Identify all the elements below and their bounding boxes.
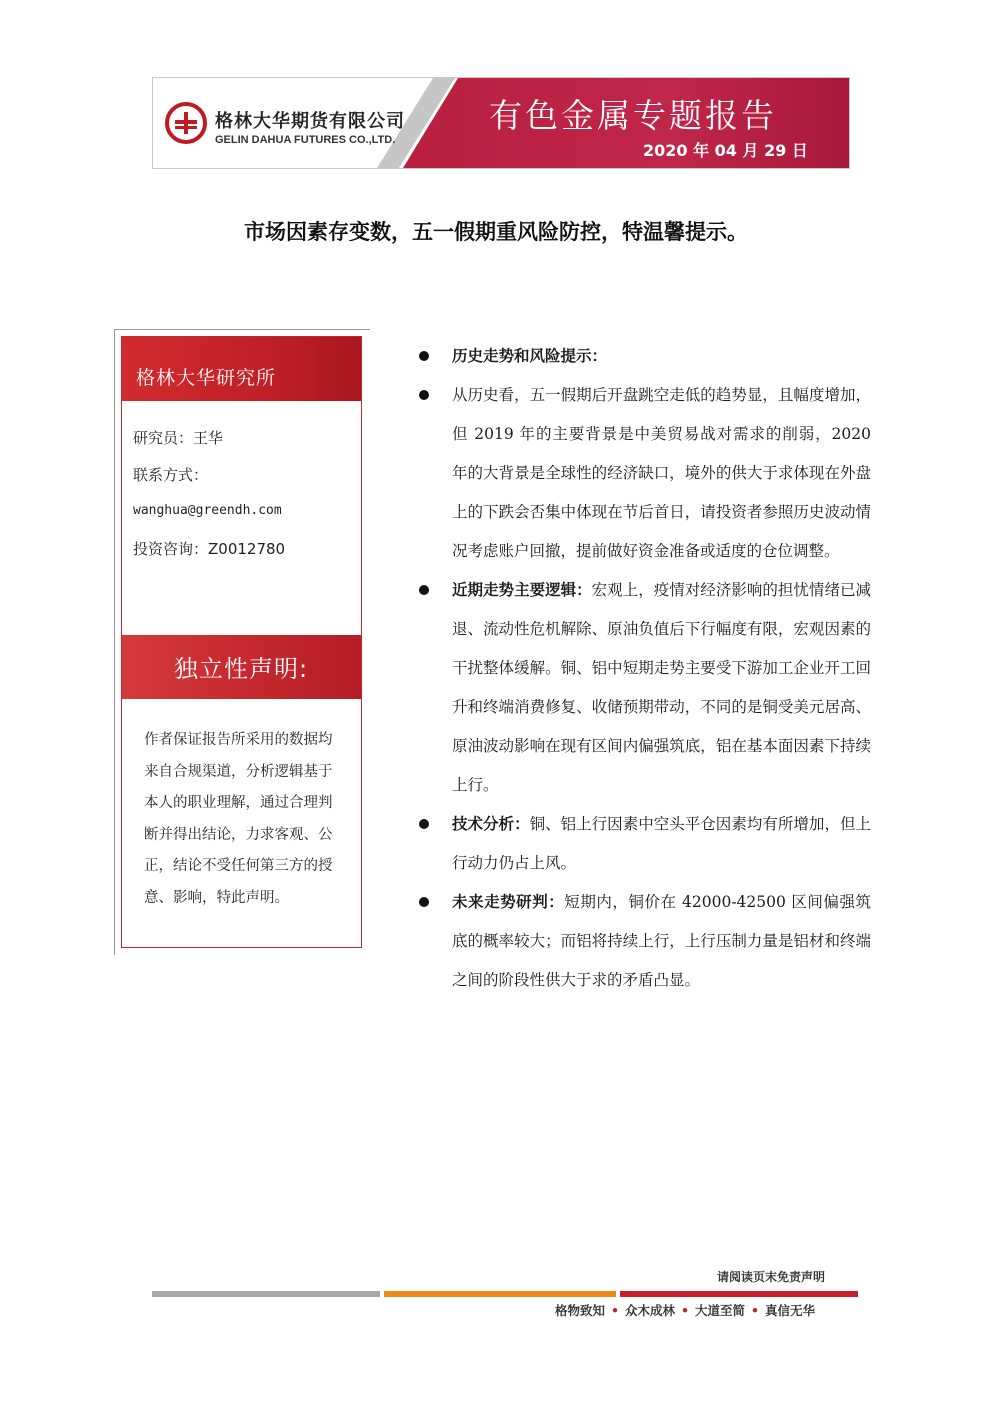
declaration-header [122,635,361,699]
bullet-heading: 近期走势主要逻辑： [452,581,592,599]
motto-item: 众木成林 [625,1303,676,1318]
company-identity [153,78,453,168]
bullet-dot-icon [419,390,429,400]
sidebar-rule-left [114,329,115,955]
company-name-en: GELIN DAHUA FUTURES CO.,LTD. [215,134,396,146]
footer-disclaimer: 请阅读页末免责声明 [717,1270,826,1284]
declaration-title: 独立性声明: [174,655,309,683]
bullet-item [415,376,871,571]
page-title: 市场因素存变数，五一假期重风险防控，特温馨提示。 [244,220,748,244]
motto-item: 真信无华 [765,1303,816,1318]
report-title: 有色金属专题报告 [489,96,777,135]
bullet-item [415,337,871,376]
bullet-item [415,883,871,1000]
bullet-text: 从历史看，五一假期后开盘跳空走低的趋势显，且幅度增加，但 2019 年的主要背景是中美贸易战对需求的削弱，2020 年的大背景是全球性的经济缺口，境外的供大于求体现在外盘上的下跌会否集中体现在节后首日，请投资者参照历史波动情况考虑账户回撤，提前做好资金准备或适度的仓位调整。 [452,386,871,560]
gelin-dahua-logo-icon [165,102,207,144]
bullet-dot-icon [419,351,429,361]
bullet-item [415,805,871,883]
motto-separator-dot-icon: • [611,1303,620,1318]
email-link[interactable]: wanghua@greendh.com [133,503,282,518]
institute-name: 格林大华研究所 [136,367,277,389]
bullet-heading: 技术分析： [452,815,530,833]
motto-item: 大道至简 [695,1303,746,1318]
declaration-body: 作者保证报告所采用的数据均来自合规渠道，分析逻辑基于本人的职业理解，通过合理判断并得出结论，力求客观、公正，结论不受任何第三方的授意、影响，特此声明。 [144,732,333,906]
analysis-content [415,337,871,1000]
header-banner [152,77,850,169]
bullet-heading: 未来走势研判： [452,893,565,911]
motto-item: 格物致知 [555,1303,606,1318]
bullet-text: 短期内，铜价在 42000-42500 区间偏强筑底的概率较大；而铝将持续上行，上行压制力量是铝材和终端之间的阶段性供大于求的矛盾凸显。 [452,893,871,989]
bullet-heading: 历史走势和风险提示： [452,347,608,365]
bullet-text: 宏观上，疫情对经济影响的担忧情绪已减退、流动性危机解除、原油负值后下行幅度有限，宏观因素的干扰整体缓解。铜、铝中短期走势主要受下游加工企业开工回升和终端消费修复、收储预期带动，不同的是铜受美元居高、原油波动影响在现有区间内偏强筑底，铝在基本面因素下持续上行。 [452,581,871,794]
footer-bar-orange [384,1291,616,1297]
sidebar-rule-top [114,329,370,330]
bullet-item [415,571,871,805]
bullet-text: 铜、铝上行因素中空头平仓因素均有所增加，但上行动力仍占上风。 [452,815,871,872]
company-name-cn: 格林大华期货有限公司 [215,111,405,132]
contact-label: 联系方式： [133,466,209,484]
bullet-dot-icon [419,897,429,907]
institute-header [122,337,361,401]
license-number: 投资咨询：Z0012780 [133,540,286,558]
motto-separator-dot-icon: • [681,1303,690,1318]
footer-bar-grey [152,1291,380,1297]
report-date: 2020 年 04 月 29 日 [643,141,808,160]
motto-separator-dot-icon: • [751,1303,760,1318]
footer-motto [555,1301,815,1319]
sidebar-author-box [121,336,362,948]
bullet-dot-icon [419,585,429,595]
researcher-name: 研究员：王华 [133,429,224,447]
bullet-dot-icon [419,819,429,829]
footer-bar-red [620,1291,858,1297]
